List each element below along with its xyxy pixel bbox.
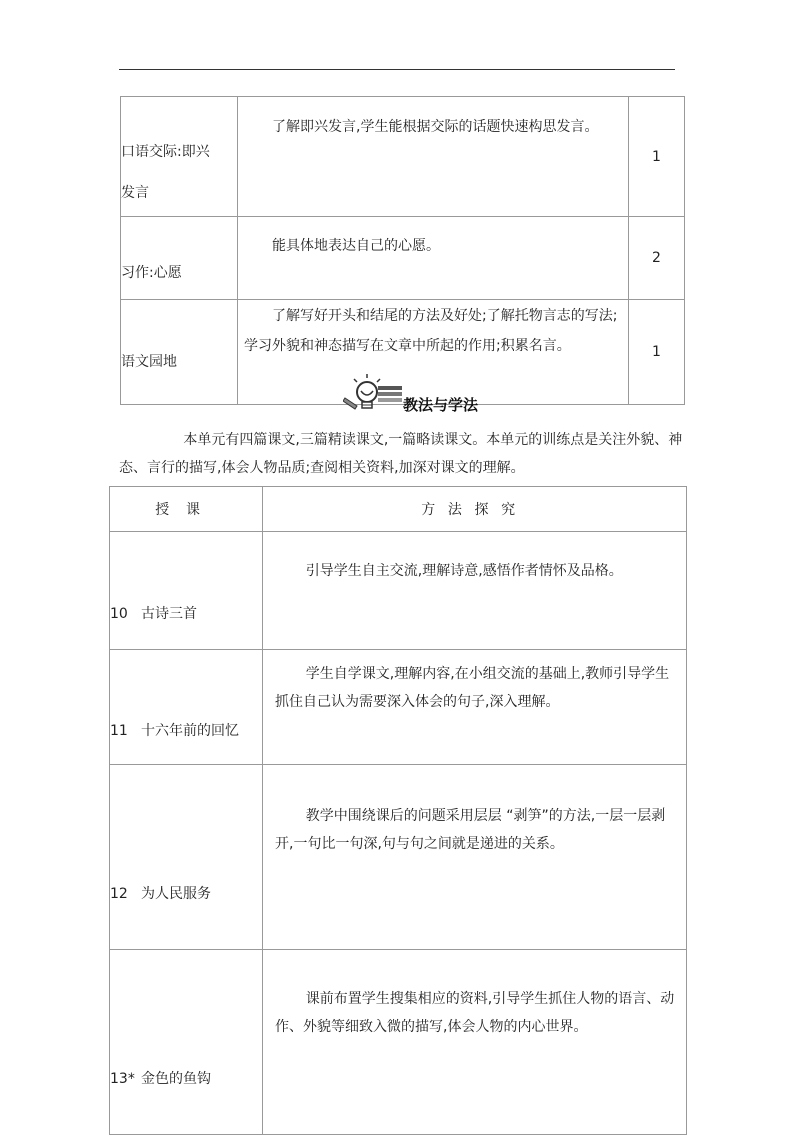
goal-text: 能具体地表达自己的心愿。: [272, 238, 440, 254]
header-lesson: 授课: [110, 487, 263, 532]
method-cell: [263, 765, 687, 950]
table-row: [110, 650, 687, 765]
lesson-cell: [110, 765, 263, 950]
lesson-number: 10: [110, 606, 128, 622]
lesson-title: 古诗三首: [141, 606, 197, 622]
intro-text: 本单元有四篇课文,三篇精读课文,一篇略读课文。本单元的训练点是关注外貌、神态、言行的描写,体会人物品质;查阅相关资料,加深对课文的理解。: [119, 432, 683, 476]
lesson-title: 金色的鱼钩: [141, 1071, 211, 1087]
lesson-label: 口语交际:即兴 发言: [121, 143, 210, 201]
lesson-number: 13*: [110, 1071, 135, 1087]
method-text: 课前布置学生搜集相应的资料,引导学生抓住人物的语言、动作、外貌等细致入微的描写,体会人物的内心世界。: [275, 991, 675, 1035]
method-cell: [263, 532, 687, 650]
method-text: 学生自学课文,理解内容,在小组交流的基础上,教师引导学生抓住自己认为需要深入体会的句子,深入理解。: [275, 666, 670, 710]
method-cell: [263, 650, 687, 765]
table-row: [110, 532, 687, 650]
hours-cell: 1: [629, 300, 685, 405]
lesson-title: 十六年前的回忆: [141, 723, 239, 739]
course-hours-table: [120, 96, 685, 405]
goal-cell: [238, 97, 629, 217]
lesson-cell: [110, 650, 263, 765]
table-row: [110, 765, 687, 950]
header-rule: [119, 69, 675, 70]
hours-cell: 2: [629, 217, 685, 300]
goal-text: 了解写好开头和结尾的方法及好处;了解托物言志的写法;学习外貌和神态描写在文章中所起的作用;积累名言。: [244, 308, 618, 354]
table-row: [121, 97, 685, 217]
lesson-cell: [121, 97, 238, 217]
lightbulb-pencil-icon: [343, 374, 405, 414]
section-title: 教法与学法: [403, 396, 479, 414]
intro-paragraph: [119, 426, 689, 482]
lesson-label: 习作:心愿: [121, 264, 182, 281]
lesson-number: 11: [110, 723, 128, 739]
method-text: 引导学生自主交流,理解诗意,感悟作者情怀及品格。: [305, 563, 623, 579]
lesson-cell: [121, 300, 238, 405]
goal-text: 了解即兴发言,学生能根据交际的话题快速构思发言。: [272, 119, 599, 135]
method-text: 教学中围绕课后的问题采用层层 “剥笋”的方法,一层一层剥开,一句比一句深,句与句之间就是递进的关系。: [275, 808, 666, 852]
table-header-row: [110, 487, 687, 532]
lesson-cell: [110, 950, 263, 1135]
table-row: [110, 950, 687, 1135]
hours-cell: 1: [629, 97, 685, 217]
section-heading: [343, 374, 543, 414]
method-table: [109, 486, 687, 1135]
goal-cell: [238, 217, 629, 300]
lesson-title: 为人民服务: [141, 886, 211, 902]
lesson-label: 语文园地: [121, 353, 177, 370]
lesson-cell: [110, 532, 263, 650]
lesson-cell: [121, 217, 238, 300]
header-method: 方法探究: [263, 487, 687, 532]
lesson-number: 12: [110, 886, 128, 902]
method-cell: [263, 950, 687, 1135]
table-row: [121, 217, 685, 300]
